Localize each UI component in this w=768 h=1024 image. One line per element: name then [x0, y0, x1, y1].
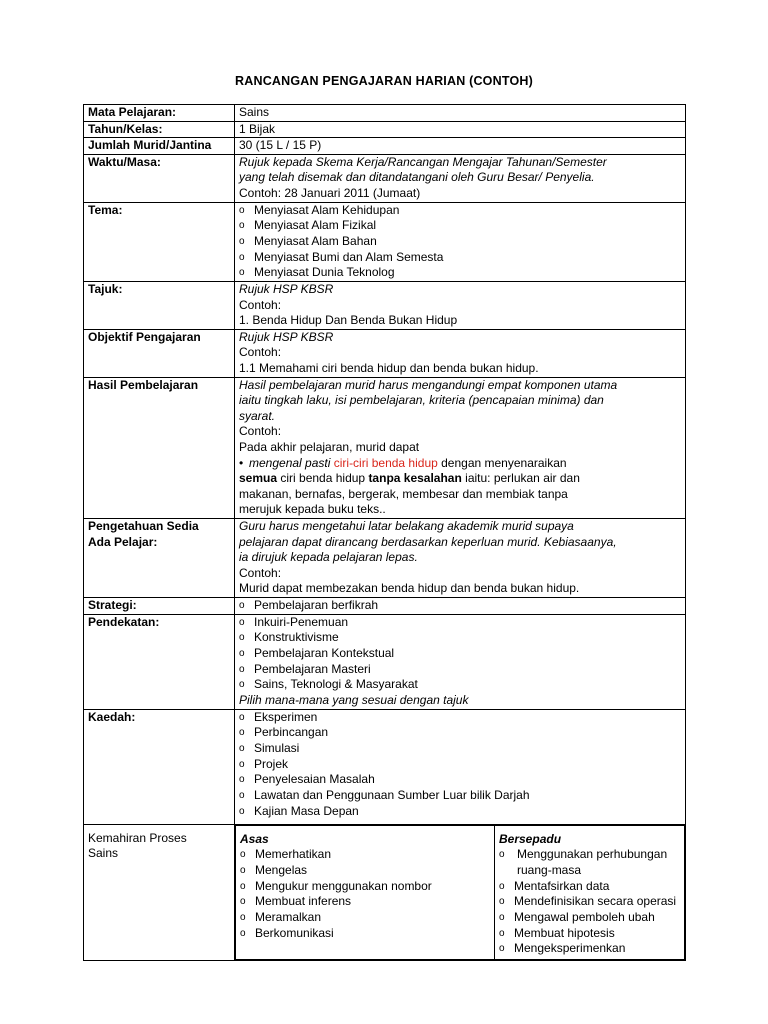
row-mata-pelajaran	[84, 105, 686, 122]
hasil-line-5: Pada akhir pelajaran, murid dapat	[239, 440, 420, 455]
asas-item: o Mengukur menggunakan nombor	[240, 879, 490, 895]
hasil-line-1: Hasil pembelajaran murid harus mengandungi empat komponen utama	[239, 377, 618, 392]
bersepadu-item: o Mendefinisikan secara operasi	[499, 894, 680, 910]
pengetahuan-line-1: Guru harus mengetahui latar belakang akademik murid supaya	[239, 518, 574, 533]
value-mata-pelajaran: Sains	[235, 105, 686, 122]
value-pendekatan	[235, 614, 686, 709]
row-jumlah-murid	[84, 138, 686, 155]
kaedah-item: o Penyelesaian Masalah	[239, 772, 681, 788]
pendekatan-item: o Pembelajaran Masteri	[239, 662, 681, 678]
label-tahun-kelas: Tahun/Kelas:	[84, 121, 235, 138]
asas-item: o Meramalkan	[240, 910, 490, 926]
row-pengetahuan	[84, 518, 686, 597]
hasil-line-2: iaitu tingkah laku, isi pembelajaran, kriteria (pencapaian minima) dan	[239, 393, 604, 408]
tema-item: o Menyiasat Alam Fizikal	[239, 218, 681, 234]
strategi-list	[239, 598, 681, 614]
asas-list	[240, 847, 490, 941]
waktu-line-2: yang telah disemak dan ditandatangani oleh Guru Besar/ Penyelia.	[239, 170, 595, 185]
kemahiran-subtable	[235, 825, 685, 961]
pendekatan-note: Pilih mana-mana yang sesuai dengan tajuk	[239, 693, 469, 708]
pendekatan-list	[239, 615, 681, 694]
hasil-c3: tanpa kesalahan	[368, 471, 462, 486]
bersepadu-item: o Mengawal pemboleh ubah	[499, 910, 680, 926]
label-pendekatan: Pendekatan:	[84, 614, 235, 709]
tema-list	[239, 203, 681, 282]
label-pengetahuan-2: Ada Pelajar:	[88, 534, 158, 549]
label-waktu-masa: Waktu/Masa:	[84, 154, 235, 202]
value-objektif	[235, 329, 686, 377]
value-pengetahuan	[235, 518, 686, 597]
bersepadu-item-1a: o Menggunakan perhubungan	[517, 847, 668, 862]
hasil-c4: iaitu: perlukan air dan	[461, 471, 580, 486]
objektif-line-1: Rujuk HSP KBSR	[239, 329, 334, 344]
row-kemahiran	[84, 824, 686, 961]
value-kaedah	[235, 709, 686, 824]
row-tema	[84, 202, 686, 282]
kaedah-item: o Perbincangan	[239, 725, 681, 741]
pengetahuan-line-2: pelajaran dapat dirancang berdasarkan keperluan murid. Kebiasaanya,	[239, 534, 617, 549]
hasil-line-8: makanan, bernafas, bergerak, membesar dan membiak tanpa	[239, 486, 568, 501]
value-strategi	[235, 597, 686, 614]
row-pendekatan	[84, 614, 686, 709]
hasil-line-9: merujuk kepada buku teks..	[239, 502, 386, 517]
document-title: RANCANGAN PENGAJARAN HARIAN (CONTOH)	[235, 74, 533, 88]
bersepadu-list	[499, 847, 680, 957]
asas-heading: Asas	[240, 831, 269, 846]
strategi-item: o Pembelajaran berfikrah	[239, 598, 681, 614]
value-tahun-kelas: 1 Bijak	[235, 121, 686, 138]
value-jumlah-murid: 30 (15 L / 15 P)	[235, 138, 686, 155]
hasil-b3: dengan menyenaraikan	[437, 455, 567, 470]
tajuk-line-2: Contoh:	[239, 297, 282, 312]
bersepadu-heading: Bersepadu	[499, 831, 562, 846]
hasil-b1: mengenal pasti	[249, 455, 334, 470]
bersepadu-column	[495, 825, 685, 960]
pendekatan-item: o Pembelajaran Kontekstual	[239, 646, 681, 662]
asas-item: o Memerhatikan	[240, 847, 490, 863]
hasil-c1: semua	[239, 471, 278, 486]
tema-item: o Menyiasat Alam Bahan	[239, 234, 681, 250]
row-waktu-masa	[84, 154, 686, 202]
label-kemahiran	[84, 824, 235, 961]
value-tema	[235, 202, 686, 282]
bersepadu-item-1b: ruang-masa	[517, 862, 582, 877]
kaedah-item: o Eksperimen	[239, 710, 681, 726]
kaedah-list	[239, 710, 681, 820]
label-kemahiran-2: Sains	[88, 846, 119, 861]
row-strategi	[84, 597, 686, 614]
tajuk-line-3: 1. Benda Hidup Dan Benda Bukan Hidup	[239, 313, 458, 328]
pengetahuan-line-5: Murid dapat membezakan benda hidup dan benda bukan hidup.	[239, 581, 580, 596]
tema-item: o Menyiasat Alam Kehidupan	[239, 203, 681, 219]
kaedah-item: o Projek	[239, 757, 681, 773]
kaedah-item: o Lawatan dan Penggunaan Sumber Luar bilik Darjah	[239, 788, 681, 804]
bersepadu-item: o Mengeksperimenkan	[499, 941, 680, 957]
pengetahuan-line-3: ia dirujuk kepada pelajaran lepas.	[239, 550, 418, 565]
label-kaedah: Kaedah:	[84, 709, 235, 824]
hasil-b2-highlight: ciri-ciri benda hidup	[333, 455, 438, 470]
objektif-line-2: Contoh:	[239, 345, 282, 360]
objektif-line-3: 1.1 Memahami ciri benda hidup dan benda bukan hidup.	[239, 361, 539, 376]
waktu-line-3: Contoh: 28 Januari 2011 (Jumaat)	[239, 185, 421, 200]
row-tahun-kelas	[84, 121, 686, 138]
lesson-plan-table	[83, 104, 686, 961]
label-tema: Tema:	[84, 202, 235, 282]
asas-item: o Membuat inferens	[240, 894, 490, 910]
kaedah-item: o Kajian Masa Depan	[239, 804, 681, 820]
label-strategi: Strategi:	[84, 597, 235, 614]
label-kemahiran-1: Kemahiran Proses	[88, 830, 187, 845]
value-kemahiran	[235, 824, 686, 961]
bersepadu-item: o Membuat hipotesis	[499, 926, 680, 942]
label-objektif: Objektif Pengajaran	[84, 329, 235, 377]
row-objektif	[84, 329, 686, 377]
bersepadu-item	[499, 847, 680, 878]
label-jumlah-murid: Jumlah Murid/Jantina	[84, 138, 235, 155]
value-tajuk	[235, 282, 686, 330]
label-hasil: Hasil Pembelajaran	[84, 377, 235, 518]
value-waktu-masa	[235, 154, 686, 202]
pendekatan-item: o Konstruktivisme	[239, 630, 681, 646]
hasil-line-3: syarat.	[239, 408, 276, 423]
kaedah-item: o Simulasi	[239, 741, 681, 757]
waktu-line-1: Rujuk kepada Skema Kerja/Rancangan Mengajar Tahunan/Semester	[239, 154, 607, 169]
hasil-line-7	[239, 471, 681, 487]
tajuk-line-1: Rujuk HSP KBSR	[239, 282, 334, 297]
pendekatan-item: o Sains, Teknologi & Masyarakat	[239, 677, 681, 693]
row-tajuk	[84, 282, 686, 330]
label-pengetahuan	[84, 518, 235, 597]
label-pengetahuan-1: Pengetahuan Sedia	[88, 518, 199, 533]
bersepadu-item: o Mentafsirkan data	[499, 879, 680, 895]
row-kaedah	[84, 709, 686, 824]
pendekatan-item: o Inkuiri-Penemuan	[239, 615, 681, 631]
pengetahuan-line-4: Contoh:	[239, 565, 282, 580]
hasil-line-4: Contoh:	[239, 424, 282, 439]
asas-item: o Berkomunikasi	[240, 926, 490, 942]
label-mata-pelajaran: Mata Pelajaran:	[84, 105, 235, 122]
tema-item: o Menyiasat Bumi dan Alam Semesta	[239, 250, 681, 266]
hasil-bullet-line	[239, 456, 681, 472]
asas-item: o Mengelas	[240, 863, 490, 879]
row-hasil	[84, 377, 686, 518]
hasil-c2: ciri benda hidup	[277, 471, 369, 486]
asas-column	[236, 825, 495, 960]
label-tajuk: Tajuk:	[84, 282, 235, 330]
value-hasil	[235, 377, 686, 518]
tema-item: o Menyiasat Dunia Teknolog	[239, 265, 681, 281]
